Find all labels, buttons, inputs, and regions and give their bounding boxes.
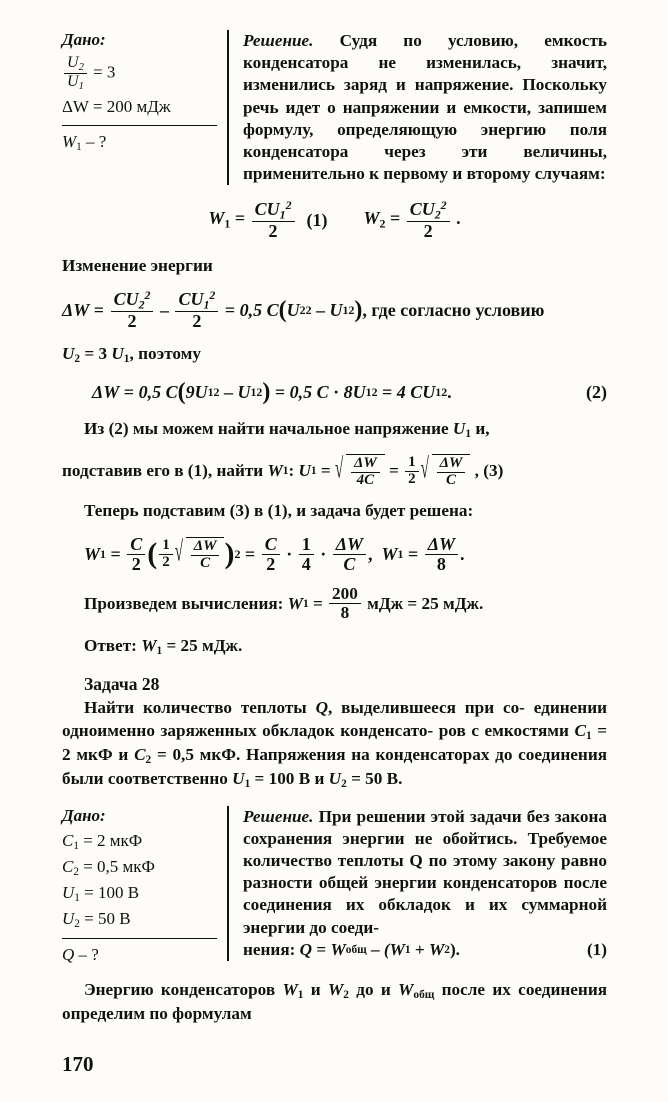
w2-lhs: W <box>363 208 380 229</box>
w2-num-sup: 2 <box>440 198 447 213</box>
solution-block-27 <box>227 30 607 185</box>
g28-c2: C <box>62 856 74 876</box>
eq2-eq3: = <box>382 381 393 402</box>
equation-2: ΔW = 0,5 C ( 9U 1 2 – U 1 2 ) = 0,5 C · 8U 1 2 = 4 CU 1 2 . (2) <box>92 378 607 405</box>
t28-wobsh-sub: общ <box>413 989 435 1002</box>
page-number: 170 <box>62 1052 94 1076</box>
subst-half-num: 1 <box>408 453 416 470</box>
eq2-p2-sub: 1 <box>250 384 257 399</box>
given-divider-28 <box>62 938 217 939</box>
subst-sqrt-1 <box>335 454 385 489</box>
subst-w-sub: 1 <box>282 465 289 478</box>
fin-j-den: 8 <box>425 554 458 574</box>
t28-pre: Энергию конденсаторов <box>84 980 276 1000</box>
dw-p-u1-sup: 2 <box>348 302 355 317</box>
given-find-28 <box>62 945 217 965</box>
w2-num-sub: 2 <box>434 207 441 222</box>
sol28-w2-sub: 2 <box>444 943 450 956</box>
stmt-l1b: , выделившееся при со- <box>328 698 525 718</box>
stmt-c2: C <box>134 744 146 764</box>
eq2-c-sup: 2 <box>371 384 378 399</box>
eq2-lhs: ΔW <box>92 381 120 402</box>
given-title: Дано: <box>62 30 106 49</box>
sol28-wobsh: W <box>330 939 346 959</box>
w2-den: 2 <box>407 221 450 241</box>
dw-f1-num-sup: 2 <box>144 288 151 303</box>
dw-f2-den: 2 <box>175 311 218 331</box>
answer-w-sub: 1 <box>156 644 163 657</box>
fin-i-num: ΔW <box>335 533 364 554</box>
stmt-u1-sub: 1 <box>244 777 251 790</box>
answer-line <box>62 635 607 659</box>
u2-var-sub: 2 <box>74 353 81 366</box>
sol28-sum-sub1: 1 <box>404 943 411 956</box>
eq2-p1-sup: 2 <box>213 384 220 399</box>
eq2-a: 0,5 C <box>138 381 178 402</box>
dw-p-u2-sup: 2 <box>305 302 312 317</box>
calc-eq: = <box>312 593 323 613</box>
eq2-eq1: = <box>123 381 135 402</box>
fin-eq3: = <box>407 543 419 564</box>
g28-find-q: – ? <box>78 945 99 965</box>
subst-sqrt-2 <box>421 454 471 489</box>
stmt-u2-sub: 2 <box>341 777 347 790</box>
eq2-c: 8U <box>343 381 366 402</box>
fin-comma: , <box>368 543 373 564</box>
fin-half-den: 2 <box>159 554 173 571</box>
from2-pre: Из (2) мы можем найти начальное напряжение <box>84 418 449 438</box>
fin-sqrt <box>175 537 225 572</box>
task-28-statement <box>62 697 607 791</box>
u2-num: U <box>67 54 79 71</box>
calc-pre: Произведем вычисления: <box>84 593 284 613</box>
u1-var-sub: 1 <box>123 353 130 366</box>
sol28-sum: (W <box>383 939 405 959</box>
u1-den: U <box>67 73 79 91</box>
given-row-u1 <box>62 883 217 904</box>
subst-half-den: 2 <box>405 471 419 488</box>
equation-number-28-1: (1) <box>586 939 607 959</box>
solution-block-28 <box>227 806 607 961</box>
subst-colon: : <box>288 461 295 481</box>
equation-delta-w: ΔW = $\frac{CU_2^2}{2}$ – $\frac{CU_1^2}{2}$ = 0,5 C ( U 2 2 – U 1 2 ) , где согласно условию <box>62 288 545 331</box>
subst-sqrt1-den: 4C <box>351 472 380 489</box>
eq2-dot: · <box>333 381 340 402</box>
u2-num-sub: 2 <box>78 61 84 73</box>
t28-post: до и <box>356 980 391 1000</box>
fin-lhs: W <box>84 543 101 564</box>
g28-c2-val: = 0,5 мкФ <box>83 856 155 876</box>
answer-value: = 25 мДж. <box>166 635 243 655</box>
equation-number-2: (2) <box>586 381 607 402</box>
dw-f1-num-sub: 2 <box>138 297 145 312</box>
fin-f-num: C <box>130 533 143 554</box>
dw-f2-num-sub: 1 <box>203 297 210 312</box>
dw-f2-num-sup: 2 <box>209 288 216 303</box>
w1-num-sub: 1 <box>279 207 286 222</box>
eq2-d-sup: 2 <box>441 384 448 399</box>
fin-lhs-sub: 1 <box>100 546 106 561</box>
stmt-q: Q <box>315 698 328 718</box>
g28-c1-val: = 2 мкФ <box>83 830 143 850</box>
stmt-c1: C <box>574 720 586 740</box>
line-u2-relation <box>62 343 607 367</box>
equation-w1 <box>208 199 296 241</box>
given-solution-block-28 <box>62 806 607 971</box>
equation-number-1: (1) <box>306 209 328 230</box>
g28-u2-sub: 2 <box>74 918 80 931</box>
answer-w: W <box>141 635 157 655</box>
stmt-c2-val: = 0,5 мкФ. Напряжения <box>156 744 346 764</box>
g28-u2-val: = 50 В <box>84 909 131 929</box>
calc-result: = 25 мДж <box>407 593 479 613</box>
sol28-q: Q <box>299 939 313 959</box>
from2-post: и, <box>475 418 490 438</box>
u2-tail: , поэтому <box>129 343 201 363</box>
from2-var-sub: 1 <box>465 428 472 440</box>
fin-h-num: 1 <box>301 533 311 554</box>
eq2-c-sub: 1 <box>365 384 372 399</box>
eq2-p2-sup: 2 <box>256 384 263 399</box>
equation-row-1 <box>62 199 607 241</box>
equation-number-3: (3) <box>483 461 504 481</box>
sol28-w2: W <box>428 939 445 959</box>
stmt-l4: на конденсаторах до соединения были соответственно <box>62 744 608 788</box>
now-substitute-line: Теперь подставим (3) в (1), и задача будет решена: <box>84 501 474 521</box>
solution-label-28: Решение. <box>243 806 314 826</box>
g28-find: Q <box>62 945 75 965</box>
task-28-tail <box>62 979 607 1025</box>
from-eq2-line <box>62 418 607 442</box>
ratio-value: = 3 <box>93 62 116 82</box>
eq2-minus: – <box>223 381 233 402</box>
substitution-line <box>62 454 607 489</box>
w1-eq: = <box>234 208 246 229</box>
subst-eq: = <box>320 461 331 481</box>
sol28-wobsh-sub: общ <box>345 943 367 956</box>
stmt-u1: U <box>232 768 245 788</box>
subst-u-sub: 1 <box>310 465 317 478</box>
w1-lhs-sub: 1 <box>224 216 231 231</box>
given-title-28: Дано: <box>62 805 106 825</box>
solution-text-28: При решении этой задачи без закона сохранения энергии не обойтись. Требуемое количество теплоты Q по этому закону равно разности общей энергии конденсаторов после соединения их обкладок и их суммарной энергии до соеди- <box>243 806 607 937</box>
w1-lhs: W <box>208 208 225 229</box>
calc-num: 200 <box>332 584 358 604</box>
fin-dot1: · <box>286 543 293 564</box>
given-delta-w: ΔW = 200 мДж <box>62 97 171 117</box>
find-var: W <box>62 132 77 152</box>
w1-den: 2 <box>252 221 295 241</box>
dw-f1-num: CU <box>113 289 139 310</box>
given-ratio <box>62 55 217 92</box>
fin-lhs2-sub: 1 <box>397 546 404 561</box>
fin-pow: 2 <box>234 546 241 561</box>
g28-u1: U <box>62 882 75 902</box>
eq2-eq2: = <box>274 381 286 402</box>
change-energy-title: Изменение энергии <box>62 255 213 275</box>
given-block-27 <box>62 30 227 158</box>
answer-label: Ответ: <box>84 635 137 655</box>
fin-g-num: C <box>264 533 277 554</box>
t28-wobsh: W <box>398 980 414 1000</box>
given-row-u2 <box>62 909 217 930</box>
dw-p-u2: U <box>286 299 300 320</box>
eq2-d: 4 CU <box>396 381 436 402</box>
subst-w: W <box>267 461 283 481</box>
given-row-c1 <box>62 831 217 852</box>
dw-minus: – <box>159 299 169 320</box>
t28-w1: W <box>282 980 298 1000</box>
stmt-c1-sub: 1 <box>585 730 592 742</box>
calc-unit: мДж <box>367 593 404 613</box>
from2-var: U <box>452 418 466 438</box>
fin-lhs2: W <box>381 543 398 564</box>
dw-lhs: ΔW <box>62 299 90 320</box>
g28-c1-sub: 1 <box>73 839 79 852</box>
solution-label: Решение. <box>243 31 314 50</box>
eq2-p1: 9U <box>185 381 208 402</box>
stmt-u2: U <box>328 768 342 788</box>
equation-final-w1: W 1 = $\frac{C}{2}$ ( $\frac{1}{2}$ √ $\frac{\Delta W}{C}$ ) 2 = $\frac{C}{2}$ · $\frac{1}{4}$ · $\frac{\Delta W}{C}$ , W 1 = $\frac{\Delta W}{8}$ . <box>62 535 607 574</box>
stmt-l3pre: ров с емкостями <box>438 720 569 740</box>
w2-tail: . <box>456 208 461 229</box>
fin-tail: . <box>460 543 465 564</box>
u1-var: U <box>111 343 124 363</box>
stmt-l5pre: = 100 В и <box>254 768 325 788</box>
sol28-plus: + <box>414 939 425 959</box>
g28-u1-val: = 100 В <box>84 882 140 902</box>
stmt-l1: Найти количество теплоты <box>84 698 307 718</box>
fin-eq: = <box>110 543 121 564</box>
stmt-l5post: = 50 В. <box>351 768 403 788</box>
w1-num-sup: 2 <box>285 198 292 213</box>
subst-tail: , <box>474 461 479 481</box>
t28-w2-sub: 2 <box>343 989 349 1002</box>
calc-tail: . <box>478 593 484 613</box>
u2-eq: = 3 <box>84 343 108 363</box>
stmt-c2-sub: 2 <box>145 753 152 766</box>
t28-and: и <box>310 980 321 1000</box>
given-find <box>62 132 217 153</box>
find-question: – ? <box>86 132 107 152</box>
dw-f1-den: 2 <box>111 311 154 331</box>
fin-g-den: 2 <box>262 554 280 574</box>
sol28-eq: = <box>316 939 327 959</box>
given-row-c2 <box>62 857 217 878</box>
given-solution-block-27 <box>62 30 607 185</box>
sol28-minus: – <box>371 939 380 959</box>
dw-eq2: = <box>224 299 236 320</box>
dw-rhs: 0,5 C <box>239 299 279 320</box>
fin-i-den: C <box>333 554 366 574</box>
fin-half-num: 1 <box>162 536 170 553</box>
w2-eq: = <box>389 208 401 229</box>
find-var-sub: 1 <box>76 141 82 154</box>
dw-f2-num: CU <box>178 289 204 310</box>
fin-sqrt-num: √ ΔW <box>193 537 217 554</box>
g28-c2-sub: 2 <box>73 865 79 878</box>
calc-den: 8 <box>329 603 361 622</box>
fin-f-den: 2 <box>127 554 145 574</box>
subst-pre: подставив его в (1), найти <box>62 461 264 481</box>
t28-w1-sub: 1 <box>297 989 304 1002</box>
g28-u1-sub: 1 <box>74 892 80 905</box>
dw-eq1: = <box>93 299 105 320</box>
task-28-title: Задача 28 <box>84 674 160 695</box>
subst-sqrt1-num: √ ΔW <box>353 454 377 471</box>
w2-lhs-sub: 2 <box>379 216 386 231</box>
fin-eq2: = <box>244 543 256 564</box>
eq2-p1-sub: 1 <box>207 384 214 399</box>
dw-p-u1-sub: 1 <box>342 302 349 317</box>
eq2-d-sub: 1 <box>435 384 442 399</box>
dw-tail: , где согласно условию <box>362 299 545 320</box>
t28-l2post: после их соединения определим по формулам <box>62 980 608 1024</box>
eq2-tail: . <box>447 381 452 402</box>
fin-j-num: ΔW <box>427 533 456 554</box>
eq2-b: 0,5 C <box>289 381 329 402</box>
fin-dot2: · <box>320 543 327 564</box>
page-content <box>62 30 607 1035</box>
fin-sqrt-den: C <box>191 555 220 572</box>
equation-w2 <box>364 199 461 241</box>
dw-p-u1: U <box>329 299 343 320</box>
given-block-28 <box>62 806 227 971</box>
subst-sqrt2-num: √ ΔW <box>439 454 463 471</box>
given-divider <box>62 125 217 126</box>
calculation-line <box>62 585 607 622</box>
u1-den-sub: 1 <box>78 80 84 92</box>
w2-num: CU <box>409 199 435 220</box>
u2-var: U <box>62 343 75 363</box>
eq2-p2: U <box>237 381 251 402</box>
solution-text: Судя по условию, емкость конденсатора не изменилась, значит, изменились заряд и напряжение. Поскольку речь идет о напряжении и емкости, запишем формулу, определяющую энергию поля конденсатора через эти величины, применительно к первому и второму случаям: <box>243 31 608 184</box>
g28-c1: C <box>62 830 74 850</box>
sol28-close: ). <box>449 939 460 959</box>
subst-u: U <box>298 461 311 481</box>
stmt-c1-val: = 2 мкФ и <box>62 720 608 764</box>
sol28-last-pre: нения: <box>243 939 296 959</box>
dw-p-minus: – <box>316 299 325 320</box>
g28-u2: U <box>62 909 75 929</box>
w1-num: CU <box>254 199 280 220</box>
calc-w: W <box>287 593 303 613</box>
calc-w-sub: 1 <box>302 597 309 610</box>
stmt-l2: единении одноименно заряженных обкладок конденсато- <box>62 698 608 740</box>
dw-p-u2-sub: 2 <box>299 302 306 317</box>
fin-h-den: 4 <box>299 554 314 574</box>
t28-w2: W <box>327 980 344 1000</box>
subst-eq2: = <box>389 461 399 481</box>
subst-sqrt2-den: C <box>437 472 466 489</box>
